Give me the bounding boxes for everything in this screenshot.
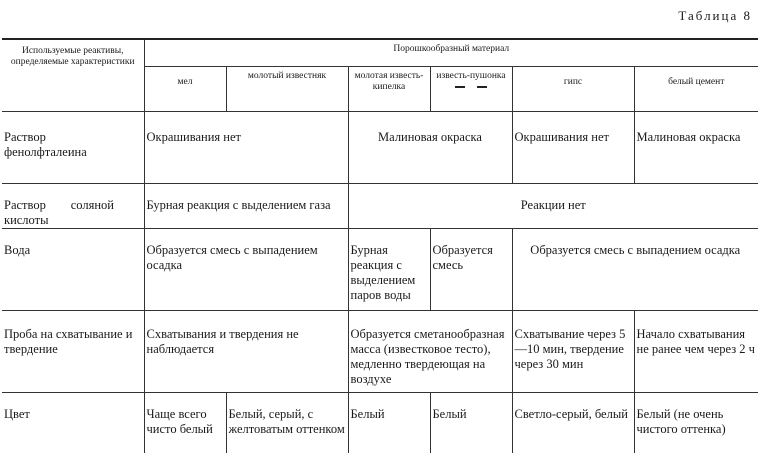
table-cell: Малиновая окраска bbox=[634, 112, 758, 184]
table-cell: Образуется смесь с выпадением осадка bbox=[144, 229, 348, 311]
header-left: Используемые реактивы, определяемые характеристики bbox=[2, 39, 144, 112]
table-caption: Таблица 8 bbox=[678, 8, 752, 23]
table-row bbox=[2, 229, 758, 311]
table-cell: Начало схватывания не ранее чем через 2 ч bbox=[634, 311, 758, 393]
col-limestone: молотый известняк bbox=[226, 67, 348, 112]
table-cell: Схватывание через 5—10 мин, твердение через 30 мин bbox=[512, 311, 634, 393]
table-cell: Образуется сметанообразная масса (известковое тесто), медленно твердеющая на воздухе bbox=[348, 311, 512, 393]
col-quicklime: молотая известь-кипелка bbox=[348, 67, 430, 112]
table-cell: Окрашивания нет bbox=[512, 112, 634, 184]
table-cell: Реакции нет bbox=[348, 184, 758, 229]
col-slaked-lime-label: известь-пушонка bbox=[436, 71, 506, 81]
table-cell: Окрашивания нет bbox=[144, 112, 348, 184]
table-cell: Белый bbox=[430, 393, 512, 453]
row-label: Цвет bbox=[2, 393, 144, 453]
table-cell: Малиновая окраска bbox=[348, 112, 512, 184]
dash-mark bbox=[477, 86, 487, 88]
row-label: Раствор фенолфталеина bbox=[4, 130, 87, 159]
table-cell: Белый, серый, с желтоватым оттенком bbox=[226, 393, 348, 453]
table-cell: Схватывания и твердения не наблюдается bbox=[144, 311, 348, 393]
dash-mark bbox=[455, 86, 465, 88]
table-cell: Светло-серый, белый bbox=[512, 393, 634, 453]
header-row-group bbox=[2, 39, 758, 67]
table-cell: Образуется смесь с выпадением осадка bbox=[512, 229, 758, 311]
col-slaked-lime bbox=[430, 67, 512, 112]
row-label: Проба на схватывание и твердение bbox=[2, 311, 144, 393]
header-group: Порошкообразный материал bbox=[144, 39, 758, 67]
col-chalk: мел bbox=[144, 67, 226, 112]
table-row bbox=[2, 112, 758, 184]
table-cell: Чаще всего чисто белый bbox=[144, 393, 226, 453]
materials-table bbox=[2, 38, 758, 453]
col-white-cement: белый цемент bbox=[634, 67, 758, 112]
col-gypsum: гипс bbox=[512, 67, 634, 112]
table-row bbox=[2, 184, 758, 229]
table-cell: Образуется смесь bbox=[430, 229, 512, 311]
table-row bbox=[2, 311, 758, 393]
table-cell: Белый (не очень чистого оттенка) bbox=[634, 393, 758, 453]
row-label: Вода bbox=[2, 229, 144, 311]
table-cell: Бурная реакция с выделением газа bbox=[144, 184, 348, 229]
row-label: Раствор соляной кислоты bbox=[2, 184, 144, 229]
table-cell: Бурная реакция с выделением паров воды bbox=[348, 229, 430, 311]
table-cell: Белый bbox=[348, 393, 430, 453]
